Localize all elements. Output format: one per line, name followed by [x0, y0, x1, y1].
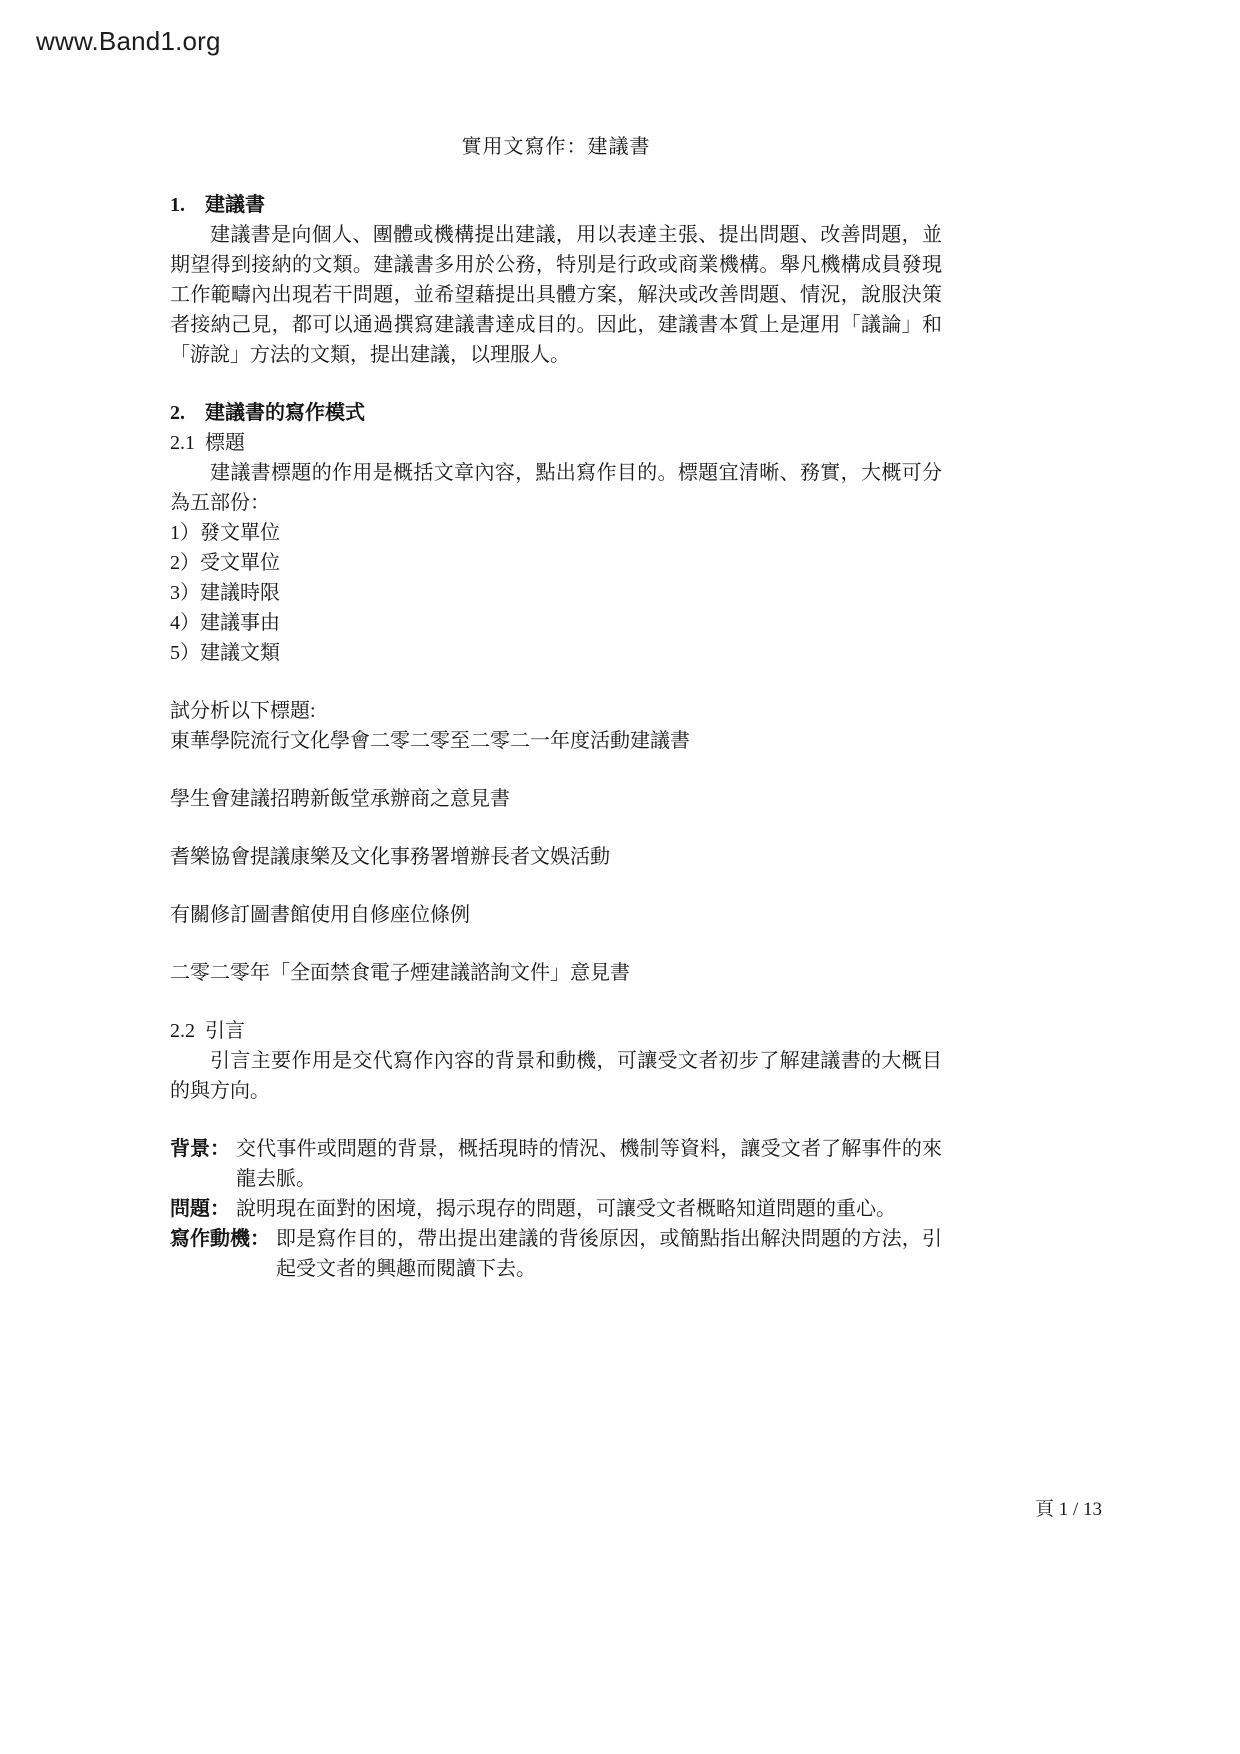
- section-1-paragraph: 建議書是向個人、團體或機構提出建議，用以表達主張、提出問題、改善問題，並期望得到接納的文類。建議書多用於公務，特別是行政或商業機構。舉凡機構成員發現工作範疇內出現若干問題，並希望藉提出具體方案，解決或改善問題、情況，說服決策者接納己見，都可以通過撰寫建議書達成目的。因此，建議書本質上是運用「議論」和「游說」方法的文類，提出建議，以理服人。: [170, 224, 942, 366]
- title-part-item: 1）發文單位: [170, 522, 280, 544]
- section-1-title: 建議書: [205, 194, 265, 216]
- section-1-heading: [170, 190, 942, 220]
- document-title: 實用文寫作：建議書: [461, 136, 651, 158]
- section-2-title: 建議書的寫作模式: [205, 402, 365, 424]
- definition-label: 問題：: [170, 1198, 230, 1220]
- section-2-2-title: 引言: [205, 1020, 245, 1042]
- definition-label: 背景：: [170, 1138, 230, 1160]
- section-1-number: 1.: [170, 194, 185, 216]
- title-part-item: 3）建議時限: [170, 582, 280, 604]
- examples-intro: 試分析以下標題:: [170, 700, 316, 722]
- definition-item: [170, 1224, 942, 1284]
- title-part-item: 4）建議事由: [170, 612, 280, 634]
- example-title: 有關修訂圖書館使用自修座位條例: [170, 904, 470, 926]
- section-2-2-paragraph: 引言主要作用是交代寫作內容的背景和動機，可讓受文者初步了解建議書的大概目的與方向。: [170, 1050, 942, 1102]
- section-2-1-heading: [170, 428, 942, 458]
- definition-item: [170, 1194, 942, 1224]
- title-part-item: 2）受文單位: [170, 552, 280, 574]
- definition-label: 寫作動機：: [170, 1228, 270, 1250]
- example-title: 東華學院流行文化學會二零二零至二零二一年度活動建議書: [170, 730, 690, 752]
- page-number: 頁 1 / 13: [1034, 1499, 1102, 1520]
- title-part-item: 5）建議文類: [170, 642, 280, 664]
- definition-item: [170, 1134, 942, 1194]
- document-content: [170, 132, 942, 1284]
- definition-text: 說明現在面對的困境，揭示現存的問題，可讓受文者概略知道問題的重心。: [236, 1198, 896, 1220]
- definition-text: 交代事件或問題的背景，概括現時的情況、機制等資料，讓受文者了解事件的來龍去脈。: [236, 1138, 942, 1190]
- section-2-heading: [170, 398, 942, 428]
- section-2-number: 2.: [170, 402, 185, 424]
- definition-text: 即是寫作目的，帶出提出建議的背後原因，或簡點指出解決問題的方法，引起受文者的興趣而閱讀下去。: [276, 1228, 942, 1280]
- section-2-1-paragraph: 建議書標題的作用是概括文章內容，點出寫作目的。標題宜清晰、務實，大概可分為五部份：: [170, 462, 942, 514]
- example-title: 二零二零年「全面禁食電子煙建議諮詢文件」意見書: [170, 962, 630, 984]
- section-2-2-heading: [170, 1016, 942, 1046]
- site-watermark: www.Band1.org: [36, 26, 221, 56]
- section-2-1-number: 2.1: [170, 432, 195, 454]
- example-title: 學生會建議招聘新飯堂承辦商之意見書: [170, 788, 510, 810]
- example-title: 耆樂協會提議康樂及文化事務署增辦長者文娛活動: [170, 846, 610, 868]
- section-2-2-number: 2.2: [170, 1020, 195, 1042]
- section-2-1-title: 標題: [205, 432, 245, 454]
